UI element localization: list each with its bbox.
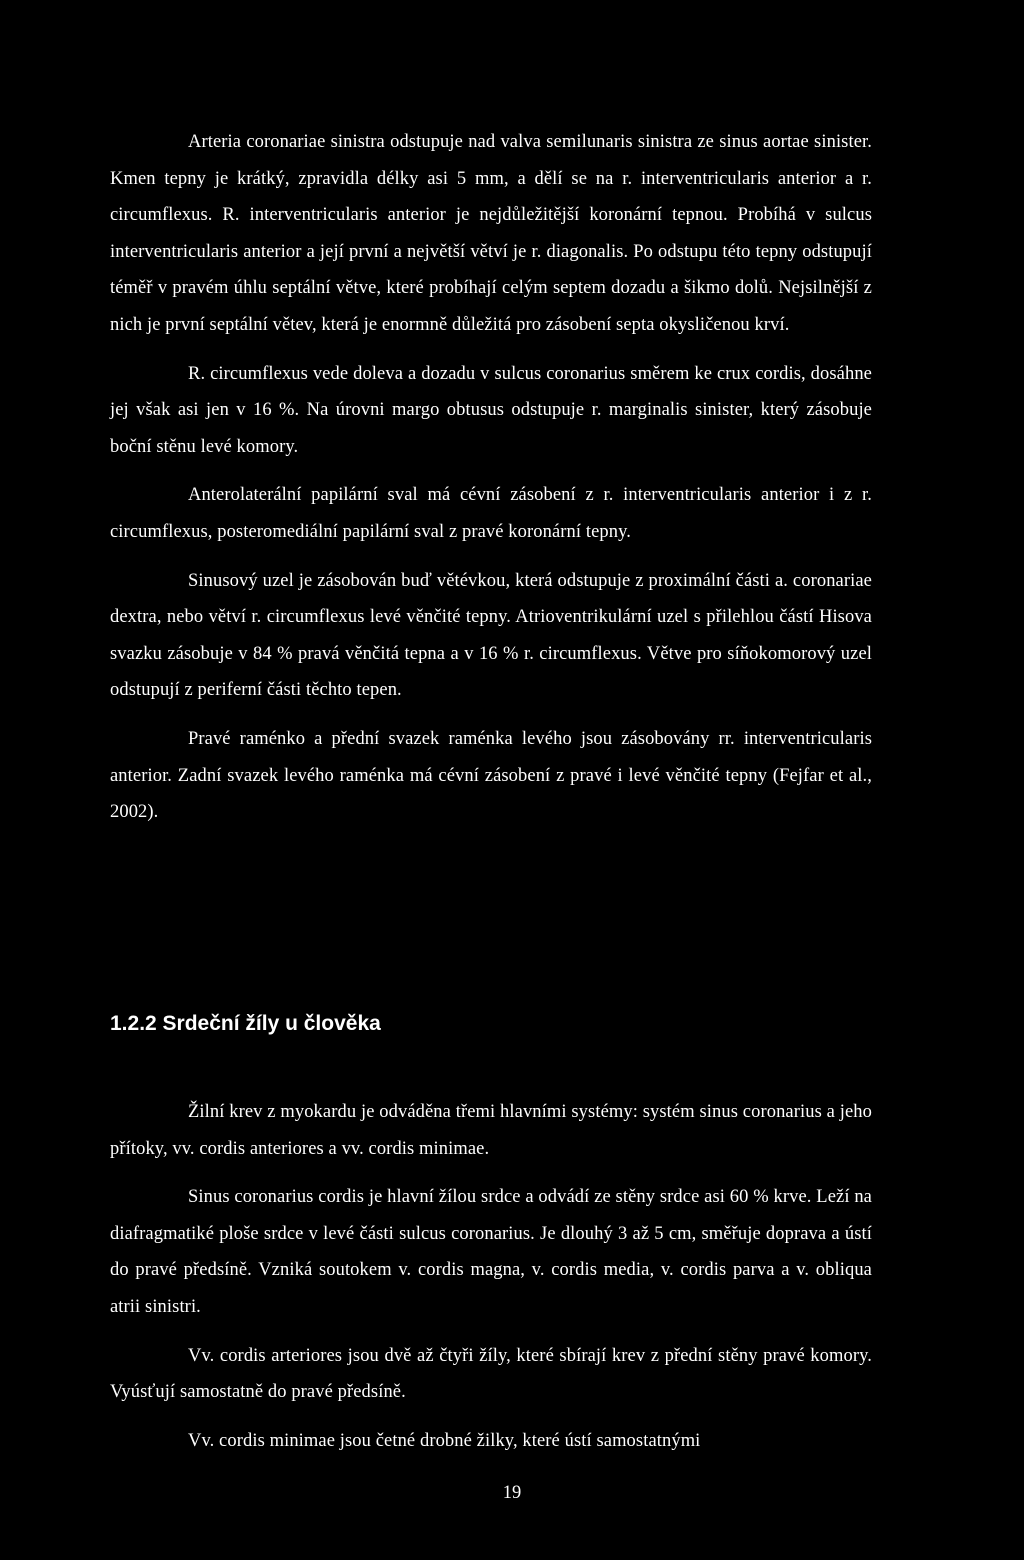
section-2 — [110, 1094, 872, 1459]
paragraph-bundle-branches: Pravé raménko a přední svazek raménka levého jsou zásobovány rr. interventricularis anterior. Zadní svazek levého raménka má cévní zásobení z pravé i levé věnčité tepny (Fejfar et al., 2002). — [110, 728, 872, 823]
paragraph-anterior-veins: Vv. cordis arteriores jsou dvě až čtyři žíly, které sbírají krev z přední stěny pravé komory. Vyúsťují samostatně do pravé předsíně. — [110, 1345, 872, 1403]
paragraph-sinus-node: Sinusový uzel je zásobován buď větévkou, která odstupuje z proximální části a. coronariae dextra, nebo větví r. circumflexus levé věnčité tepny. Atrioventrikulární uzel s přilehlou částí Hisova svazku zásobuje v 84 % pravá věnčitá tepna a v 16 % r. circumflexus. Větve pro síňokomorový uzel odstupují z periferní části těchto tepen. — [110, 570, 872, 701]
paragraph-circumflex-branch: R. circumflexus vede doleva a dozadu v sulcus coronarius směrem ke crux cordis, dosáhne jej však asi jen v 16 %. Na úrovni margo obtusus odstupuje r. marginalis sinister, který zásobuje boční stěnu levé komory. — [110, 363, 872, 457]
paragraph-venous-systems: Žilní krev z myokardu je odváděna třemi hlavními systémy: systém sinus coronarius a jeho přítoky, vv. cordis anteriores a vv. cordis minimae. — [110, 1102, 872, 1159]
paragraph-minimae-veins: Vv. cordis minimae jsou četné drobné žilky, které ústí samostatnými — [188, 1430, 701, 1451]
paragraph-sinus-coronarius: Sinus coronarius cordis je hlavní žílou srdce a odvádí ze stěny srdce asi 60 % krve. Leží na diafragmatiké ploše srdce v levé části sulcus coronarius. Je dlouhý 3 až 5 cm, směřuje doprava a ústí do pravé předsíně. Vzniká soutokem v. cordis magna, v. cordis media, v. cordis parva a v. obliqua atrii sinistri. — [110, 1187, 872, 1317]
section-heading: 1.2.2 Srdeční žíly u člověka — [110, 1012, 381, 1035]
paragraph-left-coronary-artery: Arteria coronariae sinistra odstupuje nad valva semilunaris sinistra ze sinus aortae sinister. Kmen tepny je krátký, zpravidla délky asi 5 mm, a dělí se na r. interventricularis anterior a r. circumflexus. R. interventricularis anterior je nejdůležitější koronární tepnou. Probíhá v sulcus interventricularis anterior a její první a největší větví je r. diagonalis. Po odstupu této tepny odstupují téměř v pravém úhlu septální větve, které probíhají celým septem dozadu a šikmo dolů. Nejsilnější z nich je první septální větev, která je enormně důležitá pro zásobení septa okysličenou krví. — [110, 132, 872, 335]
page-number: 19 — [502, 1483, 522, 1503]
section-1 — [110, 124, 872, 831]
paragraph-papillary-muscles: Anterolaterální papilární sval má cévní zásobení z r. interventricularis anterior i z r. circumflexus, posteromediální papilární sval z pravé koronární tepny. — [110, 485, 872, 542]
